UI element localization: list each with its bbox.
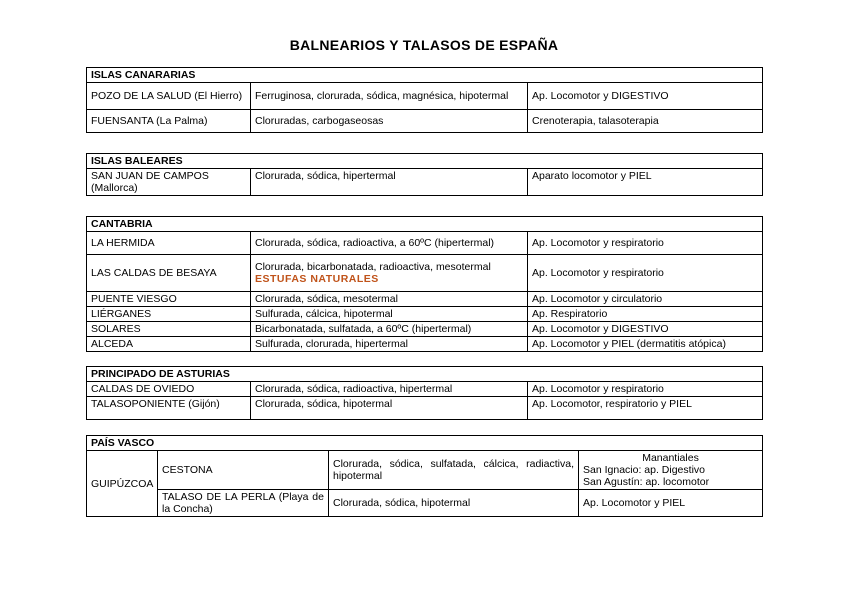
section-header: CANTABRIA	[87, 217, 763, 232]
section-header-row	[87, 154, 763, 169]
indication: Ap. Locomotor y DIGESTIVO	[528, 83, 763, 110]
indication: Crenoterapia, talasoterapia	[528, 110, 763, 133]
section-header-row	[87, 367, 763, 382]
spa-name: FUENSANTA (La Palma)	[87, 110, 251, 133]
spring-line: San Ignacio: ap. Digestivo	[583, 464, 705, 476]
indication: Ap. Locomotor, respiratorio y PIEL	[528, 397, 763, 420]
table-canarias	[86, 67, 763, 133]
water-type-text: Clorurada, bicarbonatada, radioactiva, mesotermal	[255, 261, 491, 273]
spa-name: SAN JUAN DE CAMPOS (Mallorca)	[87, 169, 251, 196]
page-title: BALNEARIOS Y TALASOS DE ESPAÑA	[289, 37, 559, 53]
table-row	[87, 232, 763, 255]
table-cantabria	[86, 216, 763, 352]
water-type: Sulfurada, cálcica, hipotermal	[251, 307, 528, 322]
indication: Ap. Locomotor y PIEL (dermatitis atópica)	[528, 337, 763, 352]
water-type: Ferruginosa, clorurada, sódica, magnésica, hipotermal	[251, 83, 528, 110]
table-row	[87, 322, 763, 337]
indication: Ap. Locomotor y respiratorio	[528, 232, 763, 255]
table-row	[87, 292, 763, 307]
table-baleares	[86, 153, 763, 196]
water-type: Clorurada, sódica, hipotermal	[329, 490, 579, 517]
table-row	[87, 382, 763, 397]
indication	[579, 451, 763, 490]
province-name: GUIPÚZCOA	[87, 451, 158, 517]
spa-name: LA HERMIDA	[87, 232, 251, 255]
indication: Aparato locomotor y PIEL	[528, 169, 763, 196]
section-header-row	[87, 436, 763, 451]
section-header-row	[87, 217, 763, 232]
section-header: PAÍS VASCO	[87, 436, 763, 451]
table-row	[87, 110, 763, 133]
spa-name: TALASOPONIENTE (Gijón)	[87, 397, 251, 420]
table-row	[87, 451, 763, 490]
indication: Ap. Respiratorio	[528, 307, 763, 322]
indication: Ap. Locomotor y circulatorio	[528, 292, 763, 307]
water-type: Clorurada, sódica, sulfatada, cálcica, radiactiva, hipotermal	[329, 451, 579, 490]
indication: Ap. Locomotor y PIEL	[579, 490, 763, 517]
indication: Ap. Locomotor y DIGESTIVO	[528, 322, 763, 337]
spa-name: LIÉRGANES	[87, 307, 251, 322]
spa-name: PUENTE VIESGO	[87, 292, 251, 307]
section-header: ISLAS CANARARIAS	[87, 68, 763, 83]
table-row	[87, 337, 763, 352]
table-row	[87, 255, 763, 292]
table-row	[87, 83, 763, 110]
water-type: Clorurada, sódica, radioactiva, a 60ºC (hipertermal)	[251, 232, 528, 255]
water-type	[251, 255, 528, 292]
spa-name: ALCEDA	[87, 337, 251, 352]
section-header-row	[87, 68, 763, 83]
indication: Ap. Locomotor y respiratorio	[528, 382, 763, 397]
table-row	[87, 307, 763, 322]
table-pais-vasco	[86, 435, 763, 517]
table-asturias	[86, 366, 763, 420]
water-type: Sulfurada, clorurada, hipertermal	[251, 337, 528, 352]
section-header: PRINCIPADO DE ASTURIAS	[87, 367, 763, 382]
table-row	[87, 397, 763, 420]
spa-name: SOLARES	[87, 322, 251, 337]
table-row	[87, 490, 763, 517]
water-type: Clorurada, sódica, radioactiva, hipertermal	[251, 382, 528, 397]
table-row	[87, 169, 763, 196]
spring-line: San Agustín: ap. locomotor	[583, 476, 710, 488]
water-type: Bicarbonatada, sulfatada, a 60ºC (hipertermal)	[251, 322, 528, 337]
springs-title: Manantiales	[642, 452, 699, 464]
spa-name: TALASO DE LA PERLA (Playa de la Concha)	[158, 490, 329, 517]
section-header: ISLAS BALEARES	[87, 154, 763, 169]
spa-name: CESTONA	[158, 451, 329, 490]
spa-name: POZO DE LA SALUD (El Hierro)	[87, 83, 251, 110]
water-type: Clorurada, sódica, hipotermal	[251, 397, 528, 420]
natural-stoves-label: ESTUFAS NATURALES	[255, 273, 379, 285]
spa-name: LAS CALDAS DE BESAYA	[87, 255, 251, 292]
indication: Ap. Locomotor y respiratorio	[528, 255, 763, 292]
water-type: Cloruradas, carbogaseosas	[251, 110, 528, 133]
water-type: Clorurada, sódica, hipertermal	[251, 169, 528, 196]
spa-name: CALDAS DE OVIEDO	[87, 382, 251, 397]
water-type: Clorurada, sódica, mesotermal	[251, 292, 528, 307]
